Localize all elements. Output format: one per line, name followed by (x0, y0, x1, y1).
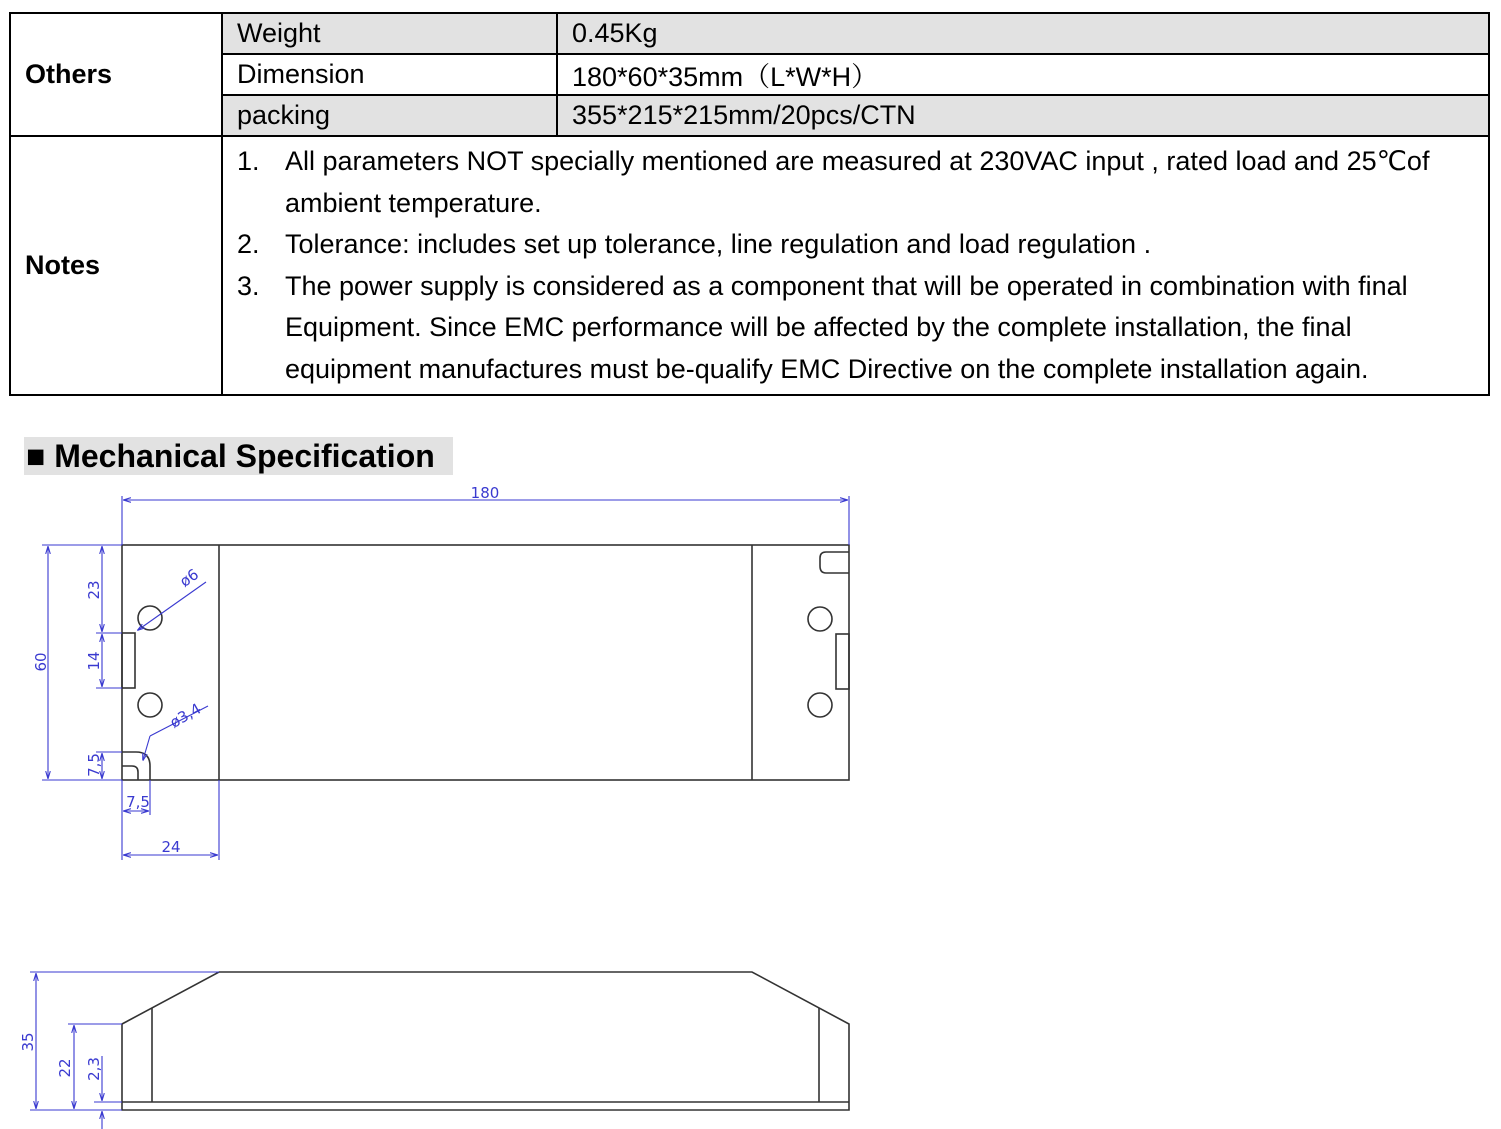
top-view-labels (32, 484, 499, 856)
side-view-labels (19, 1032, 103, 1080)
section-title: ■ Mechanical Specification (24, 437, 453, 475)
mounting-hole-icon (808, 607, 832, 631)
spec-value-weight: 0.45Kg (557, 13, 1489, 54)
top-view-dimensions (42, 496, 849, 860)
mounting-hole-icon (808, 693, 832, 717)
dim-width: 60 (32, 652, 50, 672)
dim-base-thickness: 2,3 (85, 1057, 103, 1081)
side-view (122, 972, 849, 1110)
dim-height: 35 (19, 1032, 37, 1052)
note-number: 2. (237, 229, 260, 259)
dim-hole-offset: 23 (85, 580, 103, 600)
spec-name-weight: Weight (222, 13, 557, 54)
terminal-slot-left (122, 633, 135, 688)
dim-end-cap: 24 (161, 838, 181, 856)
note-item (237, 224, 1474, 266)
dim-terminal-height: 14 (85, 651, 103, 671)
top-view-body (122, 545, 849, 780)
mechanical-drawing (0, 480, 900, 1129)
dim-hole-large: ø6 (176, 565, 202, 591)
note-text: The power supply is considered as a component that will be operated in combination with final Equipment. Since EMC performance will be affected by the complete installation, the final equipment manufactures must be-qualify EMC Directive on the complete installation again. (285, 270, 1408, 384)
notes-list (222, 136, 1489, 395)
dim-slot-offset-h: 7,5 (126, 793, 150, 811)
dim-length: 180 (470, 484, 500, 502)
dim-slot-offset-v: 7,5 (85, 753, 103, 777)
spec-name-packing: packing (222, 95, 557, 136)
note-text: Tolerance: includes set up tolerance, line regulation and load regulation . (285, 229, 1152, 259)
note-item (237, 141, 1474, 224)
note-number: 3. (237, 270, 260, 301)
mounting-hole-icon (138, 693, 162, 717)
spec-value-dimension: 180*60*35mm（L*W*H） (557, 54, 1489, 95)
terminal-slot-right (836, 634, 849, 689)
note-number: 1. (237, 146, 260, 176)
spec-table (9, 12, 1490, 396)
notes-label: Notes (10, 136, 222, 395)
dim-hole-small: ø3,4 (166, 699, 205, 732)
mounting-slot-left (122, 752, 150, 780)
mounting-hole-icon (138, 606, 162, 630)
mounting-slot-right (820, 552, 849, 573)
side-view-dimensions (30, 972, 219, 1129)
note-item (237, 266, 1474, 391)
dim-side-height: 22 (56, 1058, 74, 1078)
top-view (122, 545, 849, 780)
others-label: Others (10, 13, 222, 136)
note-text: All parameters NOT specially mentioned are measured at 230VAC input , rated load and 25℃of ambient temperature. (285, 146, 1430, 218)
side-view-body (122, 972, 849, 1110)
spec-name-dimension: Dimension (222, 54, 557, 95)
spec-value-packing: 355*215*215mm/20pcs/CTN (557, 95, 1489, 136)
